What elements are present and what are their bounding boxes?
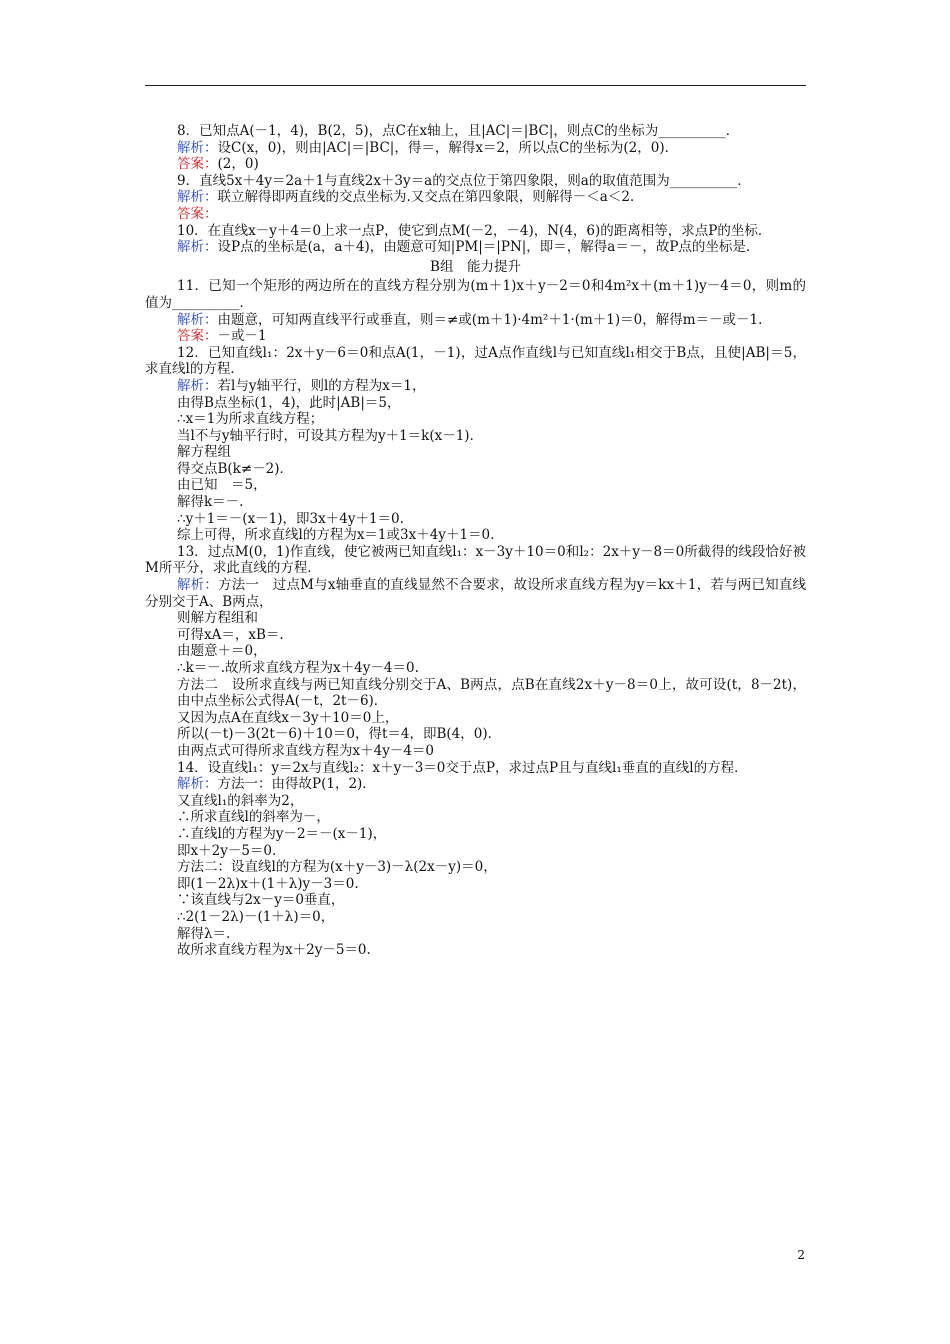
solution-label: 解析： bbox=[177, 189, 218, 206]
line-text: (2，0) bbox=[217, 156, 259, 173]
question-text bbox=[145, 223, 806, 240]
line-text: 方法一 过点M与x轴垂直的直线显然不合要求，故设所求直线方程为y＝kx＋1，若与两已知直线分别交于A、B两点， bbox=[145, 577, 806, 610]
line-text: 又直线l₁的斜率为2， bbox=[177, 792, 304, 809]
solution-continuation bbox=[145, 477, 806, 494]
line-text: ∴直线l的方程为y－2＝－(x－1)， bbox=[177, 825, 387, 842]
solution-line bbox=[145, 312, 806, 329]
line-text: 11．已知一个矩形的两边所在的直线方程分别为(m＋1)x＋y－2＝0和4m²x＋(m＋1)y－4＝0，则m的值为__________． bbox=[145, 278, 806, 311]
line-text: 即(1－2λ)x＋(1＋λ)y－3＝0. bbox=[177, 875, 359, 892]
line-text: ∴2(1－2λ)－(1＋λ)＝0， bbox=[177, 908, 335, 925]
line-text: 当l不与y轴平行时，可设其方程为y＋1＝k(x－1)． bbox=[177, 427, 484, 444]
answer-line bbox=[145, 206, 806, 223]
answer-line bbox=[145, 156, 806, 173]
solution-line bbox=[145, 577, 806, 610]
line-text: 由题意＋＝0， bbox=[177, 643, 267, 660]
line-text: 即x＋2y－5＝0. bbox=[177, 842, 277, 859]
solution-continuation bbox=[145, 926, 806, 943]
solution-line bbox=[145, 776, 806, 793]
solution-continuation bbox=[145, 444, 806, 461]
line-text: 可得xA＝，xB＝. bbox=[177, 626, 284, 643]
question-text bbox=[145, 173, 806, 190]
solution-continuation bbox=[145, 743, 806, 760]
line-text: 9．直线5x＋4y＝2a＋1与直线2x＋3y＝a的交点位于第四象限，则a的取值范围为__________． bbox=[177, 172, 751, 189]
solution-continuation bbox=[145, 892, 806, 909]
solution-line bbox=[145, 189, 806, 206]
answer-label: 答案： bbox=[177, 156, 218, 173]
line-text: 故所求直线方程为x＋2y－5＝0. bbox=[177, 942, 371, 959]
solution-continuation bbox=[145, 809, 806, 826]
line-text: 则解方程组和 bbox=[177, 610, 258, 627]
line-text: 方法一：由得故P(1，2)． bbox=[217, 776, 376, 793]
solution-line bbox=[145, 140, 806, 157]
page-number: 2 bbox=[797, 1248, 805, 1262]
solution-continuation bbox=[145, 428, 806, 445]
line-text: 14．设直线l₁：y＝2x与直线l₂：x＋y－3＝0交于点P，求过点P且与直线l₁垂直的直线l的方程． bbox=[177, 759, 748, 776]
line-text: 由题意，可知两直线平行或垂直，则＝≠或(m＋1)·4m²＋1·(m＋1)＝0，解得m＝－或－1. bbox=[217, 311, 763, 328]
solution-label: 解析： bbox=[177, 776, 218, 793]
document-body bbox=[145, 123, 806, 959]
answer-label: 答案： bbox=[177, 205, 218, 222]
line-text: 方法二：设直线l的方程为(x＋y－3)－λ(2x－y)＝0， bbox=[177, 859, 497, 876]
line-text: 所以(－t)－3(2t－6)＋10＝0，得t＝4，即B(4，0)． bbox=[177, 726, 502, 743]
line-text: ∴所求直线l的斜率为－， bbox=[177, 809, 330, 826]
solution-continuation bbox=[145, 660, 806, 677]
question-text bbox=[145, 760, 806, 777]
solution-continuation bbox=[145, 710, 806, 727]
line-text: 设P点的坐标是(a，a＋4)，由题意可知|PM|＝|PN|，即＝，解得a＝－，故P点的坐标是. bbox=[217, 239, 751, 256]
answer-label: 答案： bbox=[177, 328, 218, 345]
line-text: 解得k＝－. bbox=[177, 494, 244, 511]
solution-continuation bbox=[145, 726, 806, 743]
solution-continuation bbox=[145, 395, 806, 412]
solution-continuation bbox=[145, 610, 806, 627]
solution-continuation bbox=[145, 527, 806, 544]
solution-continuation bbox=[145, 826, 806, 843]
solution-continuation bbox=[145, 494, 806, 511]
line-text: 由已知 ＝5， bbox=[177, 477, 267, 494]
line-text: ∴x＝1为所求直线方程； bbox=[177, 411, 324, 428]
solution-line bbox=[145, 239, 806, 256]
line-text: ∴k＝－.故所求直线方程为x＋4y－4＝0. bbox=[177, 660, 419, 676]
solution-continuation bbox=[145, 643, 806, 660]
line-text: 10．在直线x－y＋4＝0上求一点P，使它到点M(－2，－4)，N(4，6)的距离相等，求点P的坐标． bbox=[177, 222, 772, 239]
line-text: 得交点B(k≠－2)． bbox=[177, 460, 294, 477]
solution-continuation bbox=[145, 942, 806, 959]
solution-continuation bbox=[145, 627, 806, 644]
line-text: ∴y＋1＝－(x－1)，即3x＋4y＋1＝0. bbox=[177, 510, 404, 527]
solution-label: 解析： bbox=[177, 577, 219, 594]
line-text: －或－1 bbox=[217, 328, 267, 345]
solution-continuation bbox=[145, 511, 806, 528]
solution-label: 解析： bbox=[177, 139, 218, 156]
solution-continuation bbox=[145, 859, 806, 876]
line-text: 若l与y轴平行，则l的方程为x＝1， bbox=[217, 377, 426, 394]
line-text: 综上可得，所求直线l的方程为x＝1或3x＋4y＋1＝0. bbox=[177, 527, 495, 544]
solution-continuation bbox=[145, 843, 806, 860]
question-text bbox=[145, 345, 806, 378]
question-text bbox=[145, 278, 806, 311]
solution-continuation bbox=[145, 411, 806, 428]
line-text: 设C(x，0)，则由|AC|＝|BC|，得＝，解得x＝2，所以点C的坐标为(2，0)． bbox=[217, 139, 679, 156]
solution-continuation bbox=[145, 793, 806, 810]
line-text: 12．已知直线l₁：2x＋y－6＝0和点A(1，－1)，过A点作直线l与已知直线l₁相交于B点，且使|AB|＝5，求直线l的方程． bbox=[145, 344, 806, 378]
line-text: 解方程组 bbox=[177, 444, 231, 461]
question-text bbox=[145, 123, 806, 140]
line-text: 8．已知点A(－1，4)，B(2，5)，点C在x轴上，且|AC|＝|BC|，则点C的坐标为__________． bbox=[177, 123, 740, 139]
line-text: 方法二 设所求直线与两已知直线分别交于A、B两点，点B在直线2x＋y－8＝0上，故可设(t，8－2t)，由中点坐标公式得A(－t，2t－6)． bbox=[177, 676, 806, 710]
solution-line bbox=[145, 378, 806, 395]
solution-continuation bbox=[145, 461, 806, 478]
answer-line bbox=[145, 328, 806, 345]
line-text: 又因为点A在直线x－3y＋10＝0上， bbox=[177, 709, 399, 726]
line-text: ∵该直线与2x－y＝0垂直， bbox=[177, 892, 345, 909]
solution-continuation bbox=[145, 677, 806, 710]
solution-label: 解析： bbox=[177, 311, 218, 328]
section-heading: B组 能力提升 bbox=[430, 258, 521, 275]
line-text: 联立解得即两直线的交点坐标为.又交点在第四象限，则解得－＜a＜2. bbox=[217, 189, 635, 206]
solution-continuation bbox=[145, 876, 806, 893]
solution-label: 解析： bbox=[177, 239, 218, 256]
solution-continuation bbox=[145, 909, 806, 926]
header-rule bbox=[145, 85, 806, 86]
line-text: 解得λ＝. bbox=[177, 925, 231, 942]
line-text: 13．过点M(0，1)作直线，使它被两已知直线l₁：x－3y＋10＝0和l₂：2x＋y－8＝0所截得的线段恰好被M所平分，求此直线的方程． bbox=[145, 543, 806, 577]
question-text bbox=[145, 544, 806, 577]
line-text: 由得B点坐标(1，4)，此时|AB|＝5， bbox=[177, 394, 401, 411]
line-text: 由两点式可得所求直线方程为x＋4y－4＝0 bbox=[177, 742, 435, 759]
solution-label: 解析： bbox=[177, 377, 218, 394]
